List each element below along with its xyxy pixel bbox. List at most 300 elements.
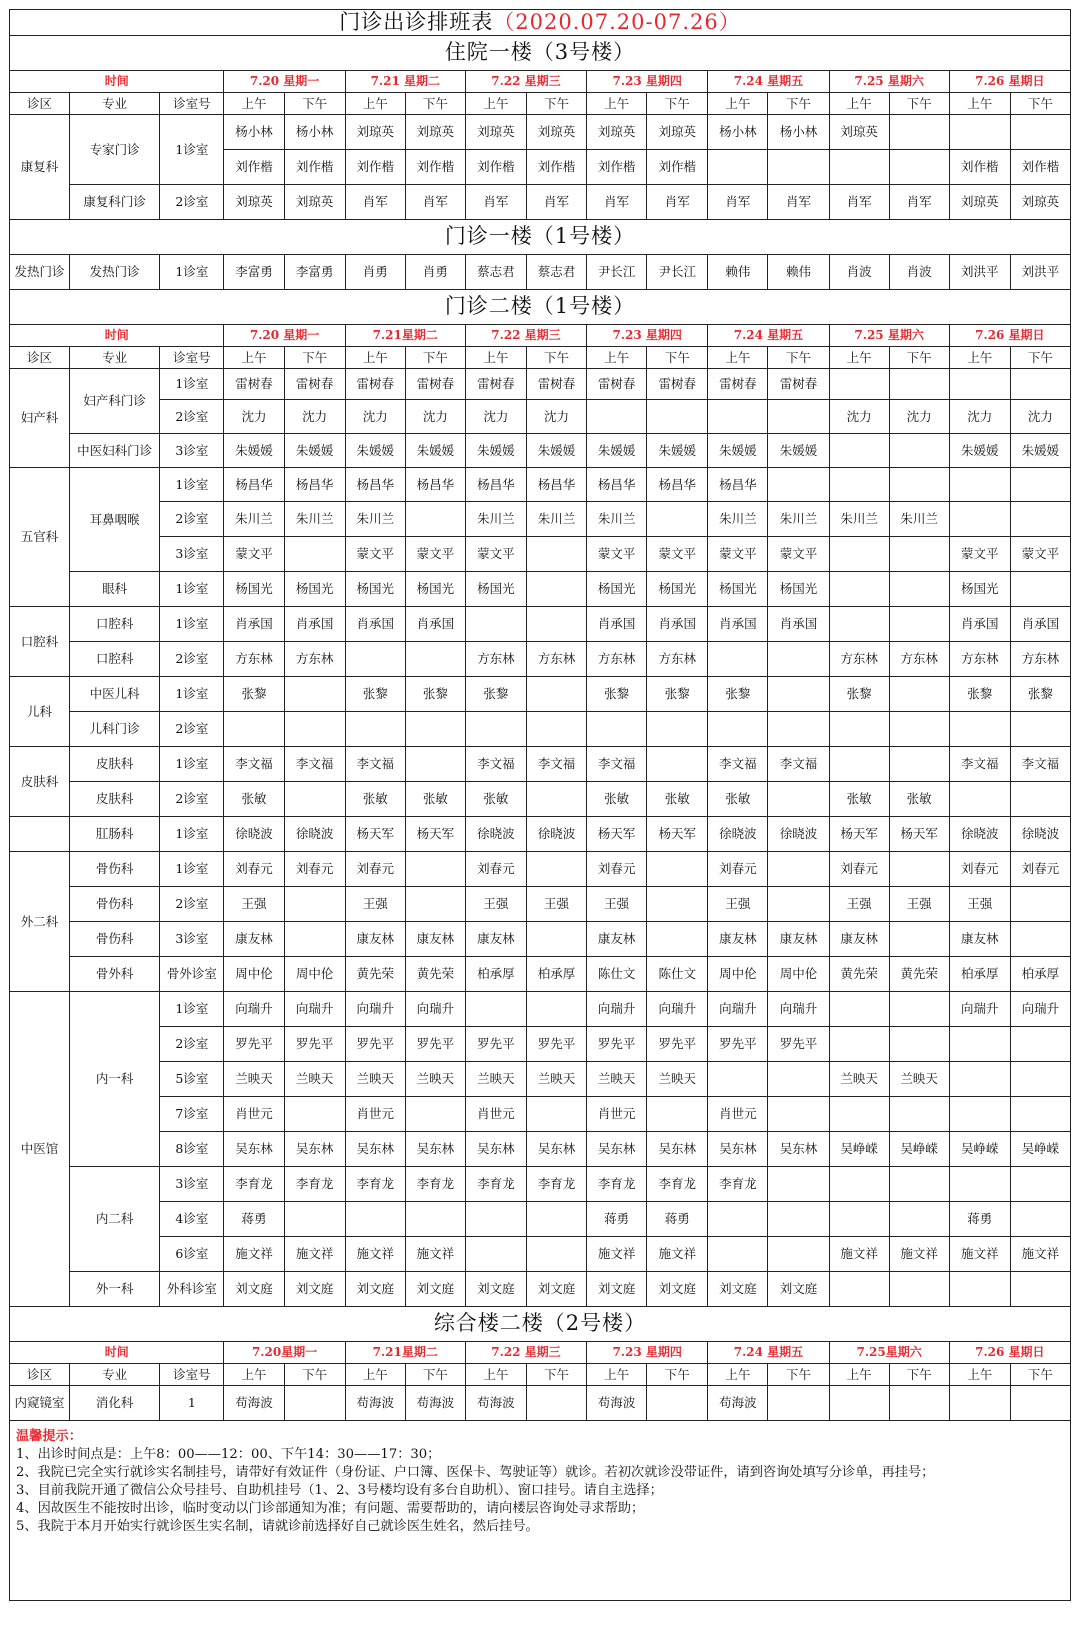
doctor-slot: 蒙文平	[647, 537, 708, 572]
doctor-slot	[829, 747, 889, 782]
doctor-slot	[1010, 1202, 1070, 1237]
doctor-slot	[889, 369, 949, 400]
doctor-slot: 沈力	[527, 400, 587, 434]
specialty-cell: 妇产科门诊	[70, 369, 160, 434]
room-cell: 外科诊室	[160, 1272, 224, 1307]
page-title	[10, 10, 1071, 36]
doctor-slot: 吴东林	[224, 1132, 284, 1167]
doctor-slot: 兰映天	[345, 1062, 405, 1097]
doctor-slot	[708, 712, 768, 747]
doctor-slot: 施文祥	[1010, 1237, 1070, 1272]
section-title-row	[10, 220, 1071, 255]
day-header: 7.23 星期四	[587, 1342, 708, 1364]
room-cell: 1	[160, 1386, 224, 1421]
specialty-cell: 中医儿科	[70, 677, 160, 712]
doctor-slot: 陈仕文	[587, 957, 647, 992]
doctor-slot	[768, 1062, 829, 1097]
doctor-slot: 苟海波	[465, 1386, 526, 1421]
specialty-cell: 肛肠科	[70, 817, 160, 852]
specialty-header: 专业	[70, 347, 160, 369]
room-cell: 1诊室	[160, 468, 224, 502]
doctor-slot: 刘文庭	[345, 1272, 405, 1307]
doctor-slot	[829, 1027, 889, 1062]
doctor-slot: 朱媛媛	[708, 434, 768, 468]
doctor-slot: 刘琼英	[224, 185, 284, 220]
specialty-cell: 消化科	[70, 1386, 160, 1421]
doctor-slot: 张敏	[405, 782, 465, 817]
room-cell: 2诊室	[160, 1027, 224, 1062]
time-label: 时间	[10, 1342, 224, 1364]
doctor-slot: 雷树春	[465, 369, 526, 400]
doctor-slot: 张敏	[224, 782, 284, 817]
doctor-slot: 朱媛媛	[1010, 434, 1070, 468]
specialty-cell: 中医妇科门诊	[70, 434, 160, 468]
doctor-slot	[405, 1202, 465, 1237]
schedule-row	[10, 957, 1071, 992]
day-header: 7.22 星期三	[465, 1342, 586, 1364]
area-cell: 康复科	[10, 115, 70, 220]
room-header: 诊室号	[160, 1364, 224, 1386]
specialty-cell: 骨伤科	[70, 852, 160, 887]
doctor-slot: 雷树春	[284, 369, 345, 400]
doctor-slot: 吴东林	[284, 1132, 345, 1167]
doctor-slot	[889, 677, 949, 712]
day-header: 7.26 星期日	[949, 325, 1070, 347]
doctor-slot: 蒙文平	[587, 537, 647, 572]
column-header-row	[10, 1364, 1071, 1386]
room-cell: 1诊室	[160, 369, 224, 400]
schedule-row	[10, 434, 1071, 468]
doctor-slot: 刘春元	[224, 852, 284, 887]
doctor-slot: 肖军	[647, 185, 708, 220]
doctor-slot: 向瑞升	[647, 992, 708, 1027]
schedule-row	[10, 1272, 1071, 1307]
day-header: 7.23 星期四	[587, 71, 708, 93]
schedule-row	[10, 1097, 1071, 1132]
schedule-row	[10, 677, 1071, 712]
doctor-slot: 吴东林	[405, 1132, 465, 1167]
room-cell: 2诊室	[160, 642, 224, 677]
doctor-slot: 向瑞升	[587, 992, 647, 1027]
doctor-slot: 方东林	[224, 642, 284, 677]
doctor-slot: 李文福	[345, 747, 405, 782]
doctor-slot	[949, 1272, 1010, 1307]
doctor-slot: 刘文庭	[587, 1272, 647, 1307]
doctor-slot	[768, 712, 829, 747]
schedule-row	[10, 607, 1071, 642]
day-header: 7.24 星期五	[708, 325, 829, 347]
specialty-cell: 骨伤科	[70, 922, 160, 957]
doctor-slot: 方东林	[527, 642, 587, 677]
doctor-slot: 杨天军	[587, 817, 647, 852]
doctor-slot: 吴东林	[527, 1132, 587, 1167]
doctor-slot: 康友林	[587, 922, 647, 957]
doctor-slot: 雷树春	[647, 369, 708, 400]
doctor-slot	[284, 782, 345, 817]
doctor-slot: 肖军	[829, 185, 889, 220]
doctor-slot	[889, 537, 949, 572]
specialty-cell: 骨外科	[70, 957, 160, 992]
doctor-slot: 张敏	[889, 782, 949, 817]
doctor-slot: 蒋勇	[587, 1202, 647, 1237]
schedule-row	[10, 887, 1071, 922]
schedule-row	[10, 1167, 1071, 1202]
area-cell: 口腔科	[10, 607, 70, 677]
doctor-slot: 徐晓波	[768, 817, 829, 852]
schedule-row	[10, 852, 1071, 887]
doctor-slot: 李育龙	[587, 1167, 647, 1202]
am-header: 上午	[345, 93, 405, 115]
am-header: 上午	[224, 93, 284, 115]
doctor-slot: 刘春元	[284, 852, 345, 887]
specialty-cell: 皮肤科	[70, 782, 160, 817]
pm-header: 下午	[768, 347, 829, 369]
doctor-slot	[465, 1202, 526, 1237]
doctor-slot: 刘作楷	[949, 150, 1010, 185]
doctor-slot: 蒋勇	[224, 1202, 284, 1237]
doctor-slot: 朱媛媛	[345, 434, 405, 468]
doctor-slot: 杨国光	[345, 572, 405, 607]
room-cell: 1诊室	[160, 852, 224, 887]
doctor-slot: 肖承国	[224, 607, 284, 642]
doctor-slot	[829, 1167, 889, 1202]
doctor-slot: 沈力	[405, 400, 465, 434]
doctor-slot	[345, 712, 405, 747]
specialty-cell: 内二科	[70, 1167, 160, 1272]
doctor-slot	[527, 922, 587, 957]
doctor-slot: 兰映天	[527, 1062, 587, 1097]
specialty-cell: 专家门诊	[70, 115, 160, 185]
doctor-slot	[465, 607, 526, 642]
doctor-slot: 杨昌华	[647, 468, 708, 502]
doctor-slot	[768, 468, 829, 502]
schedule-row	[10, 255, 1071, 290]
room-cell: 3诊室	[160, 434, 224, 468]
tips-row	[10, 1421, 1071, 1601]
doctor-slot: 罗先平	[284, 1027, 345, 1062]
doctor-slot: 刘文庭	[284, 1272, 345, 1307]
doctor-slot: 罗先平	[345, 1027, 405, 1062]
area-header: 诊区	[10, 93, 70, 115]
doctor-slot	[647, 1097, 708, 1132]
doctor-slot: 张黎	[465, 677, 526, 712]
specialty-cell: 骨伤科	[70, 887, 160, 922]
doctor-slot	[768, 150, 829, 185]
doctor-slot	[527, 1237, 587, 1272]
doctor-slot: 杨国光	[768, 572, 829, 607]
am-header: 上午	[465, 1364, 526, 1386]
day-header: 7.20 星期一	[224, 71, 345, 93]
doctor-slot: 肖承国	[949, 607, 1010, 642]
specialty-cell: 内一科	[70, 992, 160, 1167]
schedule-row	[10, 1062, 1071, 1097]
doctor-slot: 肖军	[405, 185, 465, 220]
doctor-slot: 李育龙	[465, 1167, 526, 1202]
doctor-slot	[829, 537, 889, 572]
doctor-slot: 向瑞升	[224, 992, 284, 1027]
am-header: 上午	[949, 347, 1010, 369]
doctor-slot: 肖世元	[465, 1097, 526, 1132]
doctor-slot: 施文祥	[949, 1237, 1010, 1272]
doctor-slot: 施文祥	[345, 1237, 405, 1272]
doctor-slot	[1010, 1097, 1070, 1132]
doctor-slot: 肖承国	[708, 607, 768, 642]
doctor-slot: 柏承厚	[527, 957, 587, 992]
doctor-slot: 李育龙	[224, 1167, 284, 1202]
doctor-slot: 李育龙	[405, 1167, 465, 1202]
doctor-slot: 赖伟	[768, 255, 829, 290]
doctor-slot: 刘琼英	[405, 115, 465, 150]
pm-header: 下午	[889, 93, 949, 115]
doctor-slot	[647, 852, 708, 887]
doctor-slot: 朱媛媛	[647, 434, 708, 468]
day-header: 7.20星期一	[224, 1342, 345, 1364]
doctor-slot	[949, 1062, 1010, 1097]
doctor-slot: 苟海波	[708, 1386, 768, 1421]
doctor-slot	[465, 712, 526, 747]
doctor-slot	[889, 1202, 949, 1237]
room-cell: 1诊室	[160, 992, 224, 1027]
doctor-slot: 刘作楷	[284, 150, 345, 185]
specialty-cell: 外一科	[70, 1272, 160, 1307]
doctor-slot: 刘文庭	[465, 1272, 526, 1307]
doctor-slot: 杨昌华	[587, 468, 647, 502]
doctor-slot	[1010, 572, 1070, 607]
area-cell: 中医馆	[10, 992, 70, 1307]
doctor-slot: 杨国光	[708, 572, 768, 607]
doctor-slot: 苟海波	[587, 1386, 647, 1421]
room-cell: 1诊室	[160, 255, 224, 290]
room-cell: 6诊室	[160, 1237, 224, 1272]
pm-header: 下午	[1010, 1364, 1070, 1386]
area-cell	[10, 817, 70, 852]
am-header: 上午	[587, 347, 647, 369]
day-header: 7.25 星期六	[829, 325, 949, 347]
section-title-row	[10, 1307, 1071, 1342]
doctor-slot: 向瑞升	[284, 992, 345, 1027]
pm-header: 下午	[284, 93, 345, 115]
doctor-slot	[1010, 502, 1070, 537]
time-label: 时间	[10, 71, 224, 93]
doctor-slot: 刘琼英	[345, 115, 405, 150]
doctor-slot: 雷树春	[708, 369, 768, 400]
doctor-slot: 刘文庭	[224, 1272, 284, 1307]
doctor-slot	[527, 1386, 587, 1421]
doctor-slot: 兰映天	[829, 1062, 889, 1097]
doctor-slot: 张敏	[587, 782, 647, 817]
schedule-row	[10, 369, 1071, 400]
doctor-slot	[949, 1386, 1010, 1421]
doctor-slot: 罗先平	[405, 1027, 465, 1062]
doctor-slot: 李文福	[1010, 747, 1070, 782]
doctor-slot: 朱媛媛	[587, 434, 647, 468]
doctor-slot: 沈力	[345, 400, 405, 434]
doctor-slot: 王强	[224, 887, 284, 922]
doctor-slot: 康友林	[829, 922, 889, 957]
doctor-slot: 吴东林	[587, 1132, 647, 1167]
schedule-row	[10, 1132, 1071, 1167]
schedule-row	[10, 817, 1071, 852]
doctor-slot	[768, 1386, 829, 1421]
doctor-slot: 杨国光	[224, 572, 284, 607]
doctor-slot	[527, 992, 587, 1027]
doctor-slot: 刘琼英	[465, 115, 526, 150]
doctor-slot	[1010, 782, 1070, 817]
doctor-slot: 刘文庭	[768, 1272, 829, 1307]
doctor-slot	[284, 1097, 345, 1132]
doctor-slot: 雷树春	[345, 369, 405, 400]
area-header: 诊区	[10, 1364, 70, 1386]
doctor-slot: 刘春元	[587, 852, 647, 887]
doctor-slot: 李育龙	[284, 1167, 345, 1202]
doctor-slot: 施文祥	[889, 1237, 949, 1272]
doctor-slot	[889, 712, 949, 747]
doctor-slot	[647, 1386, 708, 1421]
schedule-row	[10, 922, 1071, 957]
doctor-slot: 李育龙	[527, 1167, 587, 1202]
doctor-slot: 施文祥	[405, 1237, 465, 1272]
doctor-slot	[647, 747, 708, 782]
doctor-slot	[949, 1097, 1010, 1132]
doctor-slot: 杨国光	[405, 572, 465, 607]
section-title: 综合楼二楼（2号楼）	[10, 1307, 1071, 1342]
doctor-slot: 刘作楷	[587, 150, 647, 185]
doctor-slot: 周中伦	[284, 957, 345, 992]
doctor-slot: 杨天军	[345, 817, 405, 852]
doctor-slot	[889, 992, 949, 1027]
doctor-slot: 柏承厚	[465, 957, 526, 992]
title-date-range: （2020.07.20-07.26）	[493, 9, 741, 34]
doctor-slot: 兰映天	[224, 1062, 284, 1097]
doctor-slot	[768, 1097, 829, 1132]
doctor-slot: 朱川兰	[224, 502, 284, 537]
doctor-slot: 张黎	[405, 677, 465, 712]
area-cell: 发热门诊	[10, 255, 70, 290]
doctor-slot	[284, 677, 345, 712]
doctor-slot	[405, 747, 465, 782]
column-header-row	[10, 93, 1071, 115]
day-header: 7.21 星期二	[345, 71, 465, 93]
doctor-slot	[284, 1386, 345, 1421]
doctor-slot	[949, 115, 1010, 150]
doctor-slot	[1010, 369, 1070, 400]
doctor-slot: 李文福	[465, 747, 526, 782]
doctor-slot: 刘春元	[949, 852, 1010, 887]
doctor-slot: 刘文庭	[708, 1272, 768, 1307]
doctor-slot: 朱媛媛	[949, 434, 1010, 468]
doctor-slot: 杨天军	[829, 817, 889, 852]
specialty-cell: 发热门诊	[70, 255, 160, 290]
doctor-slot: 罗先平	[527, 1027, 587, 1062]
doctor-slot	[647, 502, 708, 537]
doctor-slot: 刘作楷	[345, 150, 405, 185]
doctor-slot: 康友林	[768, 922, 829, 957]
doctor-slot: 李文福	[708, 747, 768, 782]
room-header: 诊室号	[160, 347, 224, 369]
doctor-slot: 吴东林	[768, 1132, 829, 1167]
doctor-slot: 张黎	[1010, 677, 1070, 712]
doctor-slot: 肖波	[829, 255, 889, 290]
specialty-cell: 眼科	[70, 572, 160, 607]
area-cell: 妇产科	[10, 369, 70, 468]
room-cell: 2诊室	[160, 502, 224, 537]
doctor-slot: 施文祥	[829, 1237, 889, 1272]
doctor-slot: 兰映天	[405, 1062, 465, 1097]
pm-header: 下午	[768, 93, 829, 115]
doctor-slot: 肖波	[889, 255, 949, 290]
doctor-slot: 陈仕文	[647, 957, 708, 992]
room-cell: 2诊室	[160, 185, 224, 220]
section-title: 门诊二楼（1号楼）	[10, 290, 1071, 325]
doctor-slot: 朱媛媛	[224, 434, 284, 468]
day-header: 7.24 星期五	[708, 1342, 829, 1364]
doctor-slot: 肖世元	[708, 1097, 768, 1132]
room-cell: 2诊室	[160, 887, 224, 922]
doctor-slot	[708, 1202, 768, 1237]
doctor-slot: 王强	[708, 887, 768, 922]
doctor-slot: 刘琼英	[1010, 185, 1070, 220]
doctor-slot	[889, 1386, 949, 1421]
area-header: 诊区	[10, 347, 70, 369]
doctor-slot	[527, 852, 587, 887]
day-header: 7.21星期二	[345, 325, 465, 347]
doctor-slot: 刘琼英	[284, 185, 345, 220]
doctor-slot	[829, 434, 889, 468]
schedule-row	[10, 185, 1071, 220]
schedule-row	[10, 115, 1071, 150]
title-row	[10, 10, 1071, 36]
day-header: 7.22 星期三	[465, 71, 586, 93]
doctor-slot: 肖承国	[1010, 607, 1070, 642]
doctor-slot	[889, 747, 949, 782]
time-label: 时间	[10, 325, 224, 347]
doctor-slot	[829, 150, 889, 185]
doctor-slot: 杨昌华	[405, 468, 465, 502]
doctor-slot: 吴东林	[647, 1132, 708, 1167]
doctor-slot: 朱川兰	[889, 502, 949, 537]
am-header: 上午	[708, 1364, 768, 1386]
day-header: 7.26 星期日	[949, 71, 1070, 93]
doctor-slot	[829, 992, 889, 1027]
doctor-slot: 刘春元	[708, 852, 768, 887]
doctor-slot	[1010, 712, 1070, 747]
doctor-slot: 杨国光	[647, 572, 708, 607]
doctor-slot: 沈力	[465, 400, 526, 434]
doctor-slot	[949, 1027, 1010, 1062]
doctor-slot: 向瑞升	[708, 992, 768, 1027]
doctor-slot: 方东林	[587, 642, 647, 677]
day-header-row	[10, 71, 1071, 93]
doctor-slot: 蒙文平	[949, 537, 1010, 572]
doctor-slot: 罗先平	[708, 1027, 768, 1062]
doctor-slot: 吴峥嵘	[889, 1132, 949, 1167]
doctor-slot	[284, 537, 345, 572]
doctor-slot: 兰映天	[587, 1062, 647, 1097]
specialty-cell: 口腔科	[70, 607, 160, 642]
doctor-slot	[889, 115, 949, 150]
am-header: 上午	[949, 93, 1010, 115]
pm-header: 下午	[768, 1364, 829, 1386]
doctor-slot	[829, 1272, 889, 1307]
doctor-slot: 蒙文平	[465, 537, 526, 572]
doctor-slot: 尹长江	[647, 255, 708, 290]
doctor-slot: 朱川兰	[708, 502, 768, 537]
doctor-slot: 肖军	[708, 185, 768, 220]
day-header: 7.22 星期三	[465, 325, 586, 347]
am-header: 上午	[829, 1364, 889, 1386]
section-title: 住院一楼（3号楼）	[10, 36, 1071, 71]
doctor-slot: 刘春元	[829, 852, 889, 887]
